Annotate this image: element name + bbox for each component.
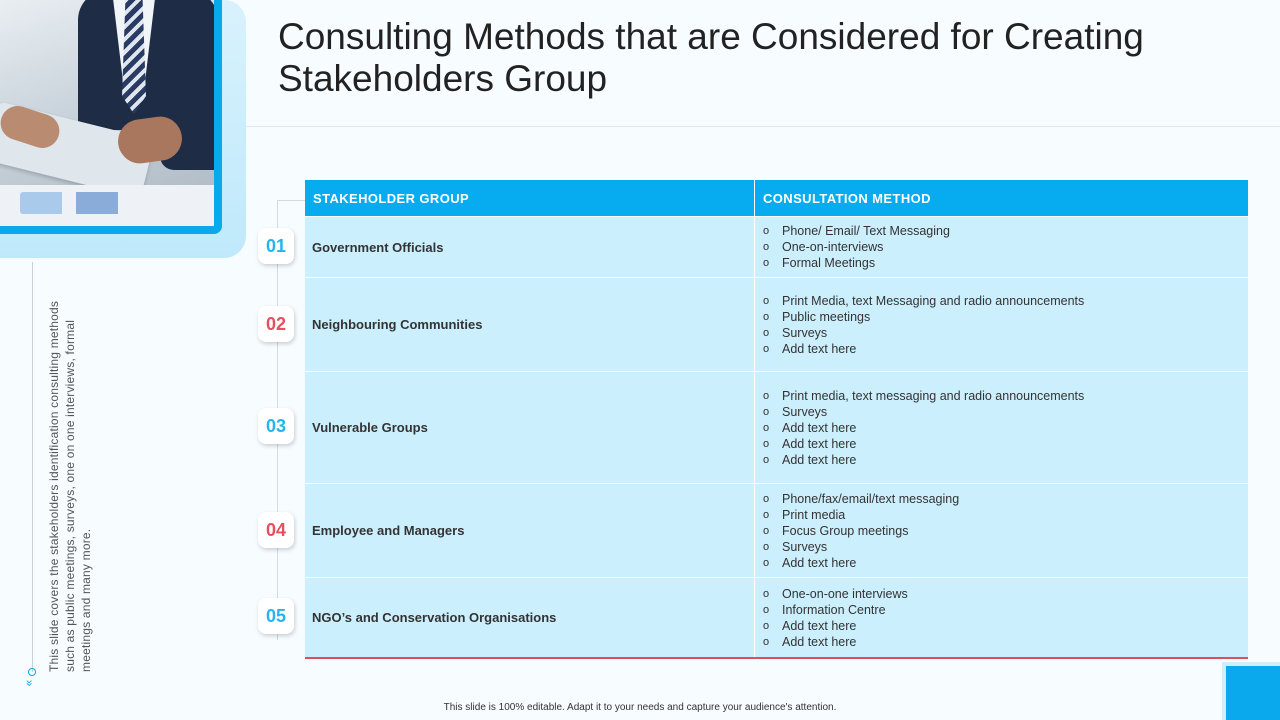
bullet-icon: o (763, 326, 770, 339)
header-stakeholder-group: STAKEHOLDER GROUP (305, 180, 755, 216)
timeline-connector (277, 200, 305, 201)
bullet-icon: o (763, 587, 770, 600)
method-item (763, 586, 1248, 602)
method-item (763, 341, 1248, 357)
method-text: Surveys (782, 404, 828, 419)
bullet-icon: o (763, 453, 770, 466)
method-text: Add text here (782, 341, 857, 356)
method-text: Add text here (782, 420, 857, 435)
method-item (763, 539, 1248, 555)
stakeholder-group-cell: Neighbouring Communities (305, 278, 755, 371)
method-item (763, 436, 1248, 452)
row-number-badge: 03 (258, 408, 294, 444)
method-item (763, 293, 1248, 309)
method-item (763, 255, 1248, 271)
bullet-icon: o (763, 524, 770, 537)
method-text: Add text here (782, 555, 857, 570)
method-item (763, 555, 1248, 571)
method-item (763, 239, 1248, 255)
table-row (305, 277, 1248, 371)
method-text: Formal Meetings (782, 256, 876, 270)
stakeholder-group-cell: Vulnerable Groups (305, 372, 755, 483)
method-item (763, 523, 1248, 539)
method-item (763, 223, 1248, 239)
method-text: Phone/ Email/ Text Messaging (782, 224, 950, 238)
table-row (305, 483, 1248, 577)
bullet-icon: o (763, 405, 770, 418)
consultation-method-cell (755, 217, 1248, 277)
bullet-icon: o (763, 492, 770, 505)
business-photo (0, 0, 222, 234)
bullet-icon: o (763, 241, 770, 253)
stakeholder-group-cell: NGO’s and Conservation Organisations (305, 578, 755, 657)
row-number-badge: 05 (258, 598, 294, 634)
method-item (763, 404, 1248, 420)
method-text: Print Media, text Messaging and radio announcements (782, 293, 1085, 308)
stakeholder-group-cell: Employee and Managers (305, 484, 755, 577)
method-text: Add text here (782, 436, 857, 451)
table-row (305, 371, 1248, 483)
bullet-icon: o (763, 421, 770, 434)
bullet-icon: o (763, 389, 770, 402)
method-text: Information Centre (782, 602, 886, 617)
consultation-method-cell (755, 578, 1248, 657)
consultation-method-cell (755, 484, 1248, 577)
method-text: One-on-one interviews (782, 586, 908, 601)
side-description: This slide covers the stakeholders identification consulting methods such as public meetings, surveys, one on one interviews, formal meetings and many more. (47, 300, 93, 672)
corner-accent (1222, 662, 1280, 720)
footer-note: This slide is 100% editable. Adapt it to your needs and capture your audience's attention. (443, 702, 837, 713)
method-text: Add text here (782, 452, 857, 467)
method-item (763, 388, 1248, 404)
method-item (763, 507, 1248, 523)
row-number-badge: 04 (258, 512, 294, 548)
method-text: Print media, text messaging and radio announcements (782, 388, 1085, 403)
table-row (305, 577, 1248, 657)
row-number-badge: 02 (258, 306, 294, 342)
method-item (763, 452, 1248, 468)
method-text: Add text here (782, 618, 857, 633)
consultation-method-cell (755, 278, 1248, 371)
bullet-icon: o (763, 635, 770, 648)
method-text: Phone/fax/email/text messaging (782, 491, 960, 506)
bullet-icon: o (763, 257, 770, 269)
side-divider (32, 262, 33, 672)
method-text: Print media (782, 507, 846, 522)
method-item (763, 602, 1248, 618)
method-item (763, 618, 1248, 634)
bullet-icon: o (763, 437, 770, 450)
bullet-icon: o (763, 310, 770, 323)
method-item (763, 491, 1248, 507)
chevrons-icon: « (21, 679, 36, 687)
photo-frame (0, 0, 246, 258)
consultation-method-cell (755, 372, 1248, 483)
method-text: Surveys (782, 539, 828, 554)
bullet-icon: o (763, 619, 770, 632)
bullet-icon: o (763, 225, 770, 237)
title-divider (246, 126, 1280, 127)
bullet-icon: o (763, 508, 770, 521)
method-item (763, 420, 1248, 436)
bullet-icon: o (763, 540, 770, 553)
page-title: Consulting Methods that are Considered for Creating Stakeholders Group (278, 16, 1144, 99)
bullet-icon: o (763, 342, 770, 355)
method-item (763, 309, 1248, 325)
table-row (305, 216, 1248, 277)
stakeholder-group-cell: Government Officials (305, 217, 755, 277)
method-text: Focus Group meetings (782, 523, 909, 538)
circle-icon (28, 668, 36, 676)
row-number-badge: 01 (258, 228, 294, 264)
bullet-icon: o (763, 294, 770, 307)
table-header (305, 180, 1248, 216)
bullet-icon: o (763, 556, 770, 569)
method-text: Add text here (782, 634, 857, 649)
method-text: One-on-interviews (782, 240, 884, 254)
consultation-table (305, 180, 1248, 659)
method-text: Surveys (782, 325, 828, 340)
bullet-icon: o (763, 603, 770, 616)
method-item (763, 325, 1248, 341)
method-text: Public meetings (782, 309, 871, 324)
header-consultation-method: CONSULTATION METHOD (763, 190, 931, 206)
method-item (763, 634, 1248, 650)
